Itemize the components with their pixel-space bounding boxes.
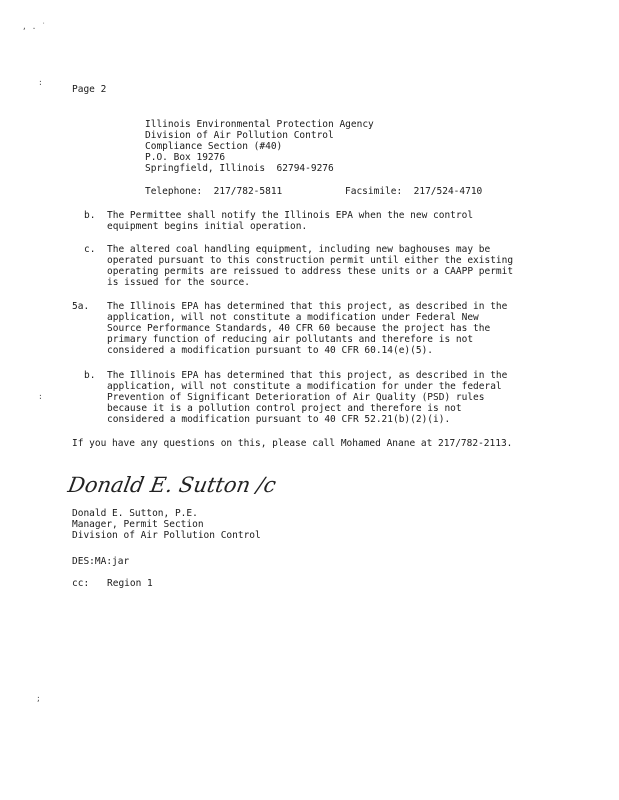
signer-block — [72, 508, 261, 541]
item-line: is issued for the source. — [107, 277, 250, 288]
signer-name: Donald E. Sutton, P.E. — [72, 508, 198, 519]
item-line: operated pursuant to this construction permit until either the existing — [107, 255, 514, 266]
telephone-line: Telephone: 217/782-5811 — [145, 186, 283, 197]
address-line: Compliance Section (#40) — [145, 141, 283, 152]
address-line: Springfield, Illinois 62794-9276 — [145, 163, 334, 174]
scan-mark-left: : — [38, 78, 43, 87]
item-line: The Permittee shall notify the Illinois EPA when the new control — [107, 210, 474, 221]
item-line: Prevention of Significant Deterioration of Air Quality (PSD) rules — [107, 392, 485, 403]
item-paragraph — [107, 370, 507, 425]
scan-mark-top: , . ˙ — [22, 22, 47, 31]
closing-sentence: If you have any questions on this, please call Mohamed Anane at 217/782-2113. — [72, 438, 513, 449]
address-block — [145, 119, 374, 174]
signer-title: Manager, Permit Section — [72, 519, 204, 530]
item-line: considered a modification pursuant to 40 CFR 60.14(e)(5). — [107, 345, 434, 356]
cc-recipient: Region 1 — [107, 578, 153, 589]
signature-image — [66, 464, 279, 504]
item-line: because it is a pollution control project and therefore is not — [107, 403, 462, 414]
item-paragraph — [107, 301, 507, 356]
page-label: Page 2 — [72, 84, 107, 95]
signature-text: Donald E. Sutton /c — [66, 472, 279, 497]
item-line: Source Performance Standards, 40 CFR 60 because the project has the — [107, 323, 491, 334]
item-line: The Illinois EPA has determined that this project, as described in the — [107, 370, 508, 381]
item-line: application, will not constitute a modification under Federal New — [107, 312, 479, 323]
item-line: primary function of reducing air pollutants and therefore is not — [107, 334, 474, 345]
scan-mark-middle: : — [38, 392, 43, 401]
item-line: equipment begins initial operation. — [107, 221, 308, 232]
typist-initials: DES:MA:jar — [72, 556, 130, 567]
item-label: b. — [84, 370, 96, 381]
address-line: Illinois Environmental Protection Agency — [145, 119, 374, 130]
item-line: application, will not constitute a modification for under the federal — [107, 381, 502, 392]
address-line: Division of Air Pollution Control — [145, 130, 334, 141]
item-label: 5a. — [72, 301, 90, 312]
item-paragraph — [107, 244, 513, 288]
scan-mark-bottom: ; — [36, 694, 41, 703]
item-label: c. — [84, 244, 96, 255]
item-paragraph — [107, 210, 473, 232]
item-line: The altered coal handling equipment, including new baghouses may be — [107, 244, 491, 255]
item-line: operating permits are reissued to address these units or a CAAPP permit — [107, 266, 514, 277]
item-label: b. — [84, 210, 96, 221]
cc-label: cc: — [72, 578, 90, 589]
facsimile-line: Facsimile: 217/524-4710 — [345, 186, 483, 197]
signer-division: Division of Air Pollution Control — [72, 530, 261, 541]
item-line: The Illinois EPA has determined that this project, as described in the — [107, 301, 508, 312]
item-line: considered a modification pursuant to 40 CFR 52.21(b)(2)(i). — [107, 414, 451, 425]
address-line: P.O. Box 19276 — [145, 152, 226, 163]
